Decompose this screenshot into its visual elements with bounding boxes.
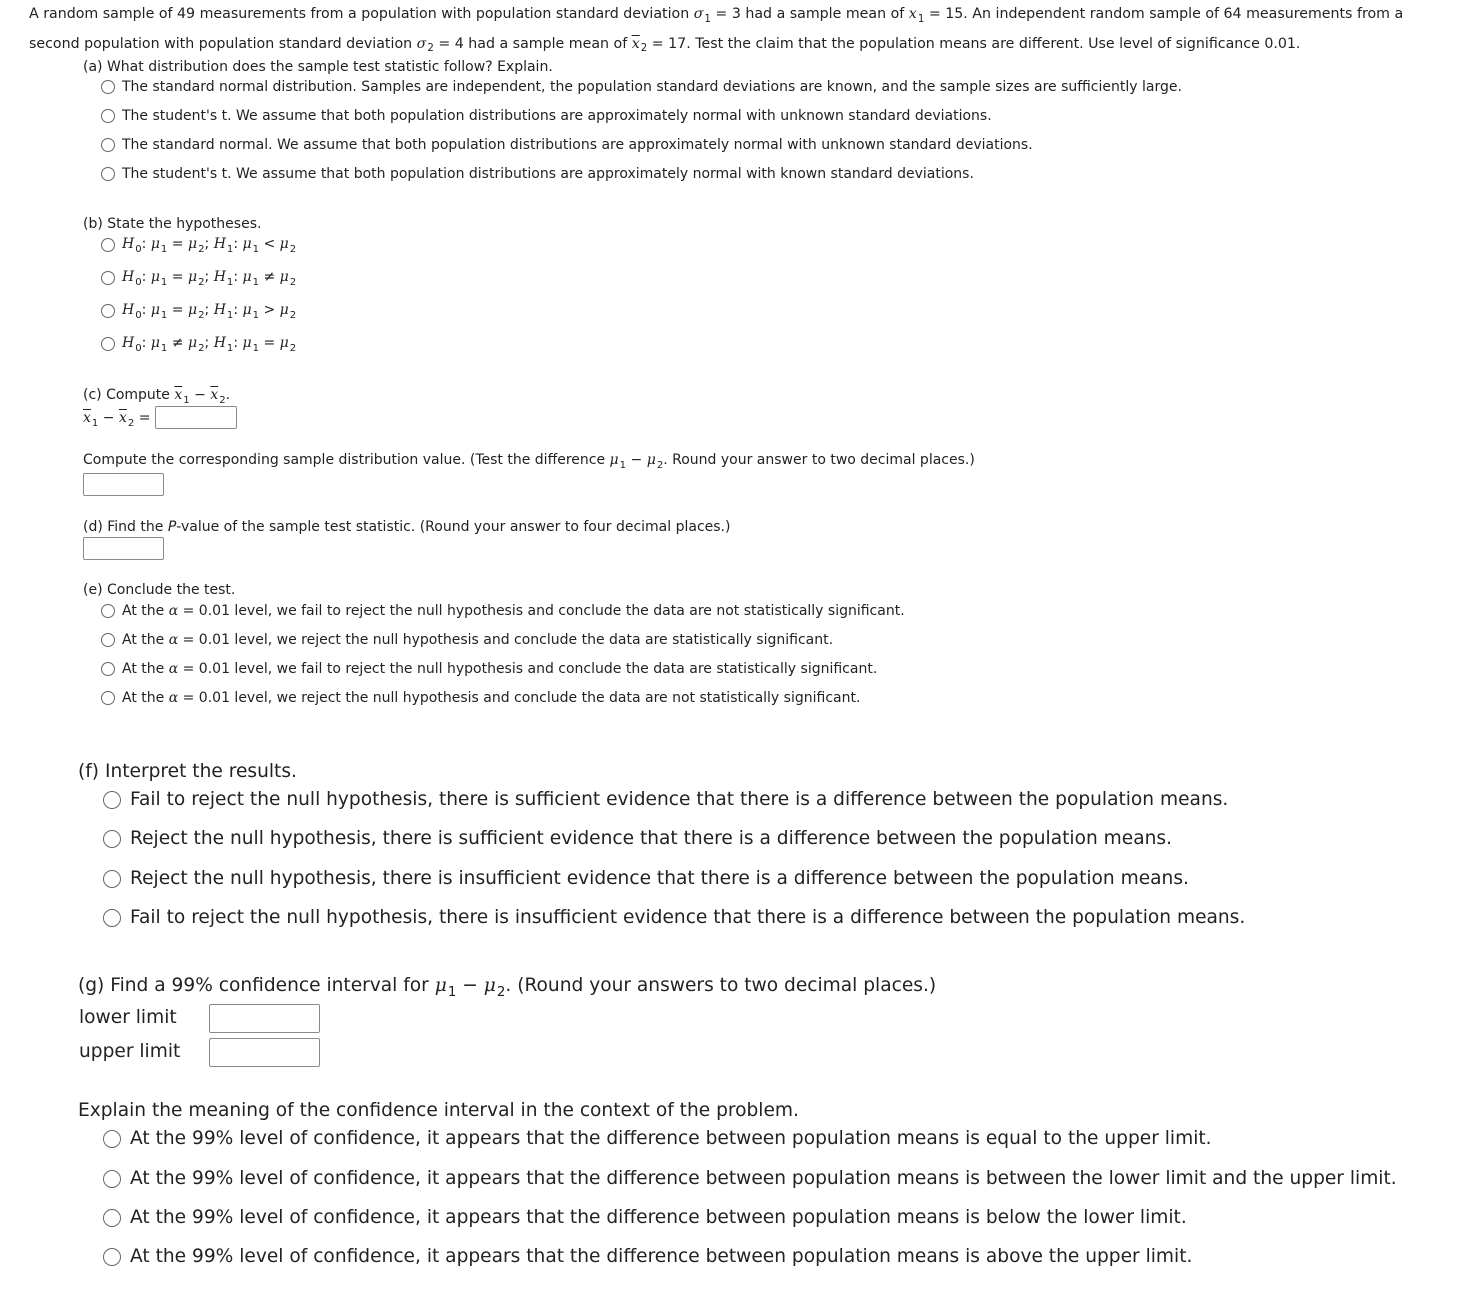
part-e-option-1[interactable] <box>101 603 905 619</box>
part-a-option-1[interactable] <box>101 79 1182 95</box>
part-f-option-1[interactable] <box>103 789 1228 810</box>
part-g-option-3[interactable] <box>103 1207 1187 1228</box>
part-e-option-3[interactable] <box>101 661 877 677</box>
radio-button[interactable] <box>103 1130 121 1148</box>
explain-ci-label: Explain the meaning of the confidence interval in the context of the problem. <box>78 1100 799 1121</box>
p-value-input[interactable] <box>83 537 164 560</box>
option-text: The standard normal. We assume that both population distributions are approximately normal with unknown standard deviations. <box>122 137 1033 153</box>
radio-button[interactable] <box>101 271 115 285</box>
upper-limit-input[interactable] <box>209 1038 320 1067</box>
part-f-option-2[interactable] <box>103 828 1172 849</box>
subscript: 1 <box>704 13 711 25</box>
part-b-option-3[interactable] <box>101 302 296 321</box>
diff-expression-label: $\overline{x}_1 - \overline{x}_2$ = <box>83 410 151 429</box>
option-text: At the α = 0.01 level, we reject the null hypothesis and conclude the data are statistically significant. <box>122 632 834 648</box>
part-b-option-2[interactable] <box>101 269 296 288</box>
radio-button[interactable] <box>103 909 121 927</box>
radio-button[interactable] <box>103 1209 121 1227</box>
intro-text: = 15. An independent random sample of 64 measurements from a second population with population standard deviation <box>29 6 1404 52</box>
upper-limit-label: upper limit <box>79 1041 181 1062</box>
part-g-option-4[interactable] <box>103 1246 1192 1267</box>
sigma-symbol: σ <box>693 6 704 22</box>
problem-statement <box>29 2 1429 61</box>
part-e-label: (e) Conclude the test. <box>83 582 236 598</box>
option-text: Reject the null hypothesis, there is sufficient evidence that there is a difference between the population means. <box>130 828 1172 849</box>
option-text: At the α = 0.01 level, we reject the null hypothesis and conclude the data are not statistically significant. <box>122 690 861 706</box>
part-g-label: (g) Find a 99% confidence interval for $\mu_1 - \mu_2$. (Round your answers to two decimal places.) <box>78 975 937 1000</box>
part-a-label: (a) What distribution does the sample test statistic follow? Explain. <box>83 59 553 75</box>
radio-button[interactable] <box>103 1170 121 1188</box>
part-b-label: (b) State the hypotheses. <box>83 216 262 232</box>
intro-text: = 3 had a sample mean of <box>710 6 909 22</box>
radio-button[interactable] <box>103 1248 121 1266</box>
option-text: At the 99% level of confidence, it appears that the difference between population means is below the lower limit. <box>130 1207 1187 1228</box>
subscript: 1 <box>917 13 925 25</box>
part-b-option-1[interactable] <box>101 236 296 255</box>
option-text: The student's t. We assume that both population distributions are approximately normal with known standard deviations. <box>122 166 974 182</box>
part-f-label: (f) Interpret the results. <box>78 761 297 782</box>
part-g-option-2[interactable] <box>103 1168 1397 1189</box>
radio-button[interactable] <box>101 662 115 676</box>
sigma-symbol: σ <box>416 35 427 52</box>
radio-button[interactable] <box>103 791 121 809</box>
radio-button[interactable] <box>101 167 115 181</box>
part-a-option-2[interactable] <box>101 108 992 124</box>
option-text: Reject the null hypothesis, there is insufficient evidence that there is a difference between the population means. <box>130 868 1189 889</box>
option-text: At the α = 0.01 level, we fail to reject the null hypothesis and conclude the data are not statistically significant. <box>122 603 905 619</box>
part-g-option-1[interactable] <box>103 1128 1212 1149</box>
option-text: The standard normal distribution. Samples are independent, the population standard deviations are known, and the sample sizes are sufficiently large. <box>122 79 1182 95</box>
radio-button[interactable] <box>101 633 115 647</box>
part-c-label: (c) Compute $\overline{x}_1 - \overline{x}_2$. <box>83 387 231 406</box>
intro-text: A random sample of 49 measurements from a population with population standard deviation <box>29 6 694 22</box>
radio-button[interactable] <box>103 870 121 888</box>
radio-button[interactable] <box>103 830 121 848</box>
radio-button[interactable] <box>101 691 115 705</box>
hypothesis-text: $H_0$: $\mu_1 = \mu_2$; $H_1$: $\mu_1 \ne \mu_2$ <box>122 269 297 288</box>
part-d-label: (d) Find the P-value of the sample test statistic. (Round your answer to four decimal places.) <box>83 519 731 535</box>
subscript: 2 <box>640 43 648 55</box>
x-symbol: x <box>908 6 917 22</box>
part-f-option-3[interactable] <box>103 868 1189 889</box>
hypothesis-text: $H_0$: $\mu_1 = \mu_2$; $H_1$: $\mu_1 > \mu_2$ <box>122 302 297 321</box>
x-bar-symbol: $\overline{x}$ <box>631 35 640 52</box>
part-b-option-4[interactable] <box>101 335 296 354</box>
test-statistic-input[interactable] <box>83 473 164 496</box>
option-text: The student's t. We assume that both population distributions are approximately normal with unknown standard deviations. <box>122 108 992 124</box>
option-text: Fail to reject the null hypothesis, there is sufficient evidence that there is a difference between the population means. <box>130 789 1229 810</box>
part-a-option-3[interactable] <box>101 137 1033 153</box>
intro-text: = 17. Test the claim that the population means are different. Use level of significance 0.01. <box>647 35 1301 52</box>
intro-text: = 4 had a sample mean of <box>433 35 632 52</box>
lower-limit-input[interactable] <box>209 1004 320 1033</box>
radio-button[interactable] <box>101 337 115 351</box>
radio-button[interactable] <box>101 109 115 123</box>
hypothesis-text: $H_0$: $\mu_1 = \mu_2$; $H_1$: $\mu_1 < \mu_2$ <box>122 236 297 255</box>
option-text: At the 99% level of confidence, it appears that the difference between population means is above the upper limit. <box>130 1246 1193 1267</box>
option-text: At the α = 0.01 level, we fail to reject the null hypothesis and conclude the data are statistically significant. <box>122 661 878 677</box>
part-e-option-4[interactable] <box>101 690 860 706</box>
option-text: At the 99% level of confidence, it appears that the difference between population means is equal to the upper limit. <box>130 1128 1212 1149</box>
hypothesis-text: $H_0$: $\mu_1 \ne \mu_2$; $H_1$: $\mu_1 = \mu_2$ <box>122 335 297 354</box>
option-text: Fail to reject the null hypothesis, there is insufficient evidence that there is a difference between the population means. <box>130 907 1246 928</box>
lower-limit-label: lower limit <box>79 1007 177 1028</box>
part-a-option-4[interactable] <box>101 166 974 182</box>
radio-button[interactable] <box>101 604 115 618</box>
option-text: At the 99% level of confidence, it appears that the difference between population means is between the lower limit and the upper limit. <box>130 1168 1397 1189</box>
radio-button[interactable] <box>101 80 115 94</box>
mean-difference-input[interactable] <box>155 406 237 429</box>
part-f-option-4[interactable] <box>103 907 1245 928</box>
sample-distribution-label: Compute the corresponding sample distribution value. (Test the difference $\mu_1 - \mu_2$. Round your answer to two decimal places.) <box>83 452 975 471</box>
radio-button[interactable] <box>101 138 115 152</box>
radio-button[interactable] <box>101 238 115 252</box>
radio-button[interactable] <box>101 304 115 318</box>
subscript: 2 <box>427 43 434 55</box>
part-e-option-2[interactable] <box>101 632 833 648</box>
